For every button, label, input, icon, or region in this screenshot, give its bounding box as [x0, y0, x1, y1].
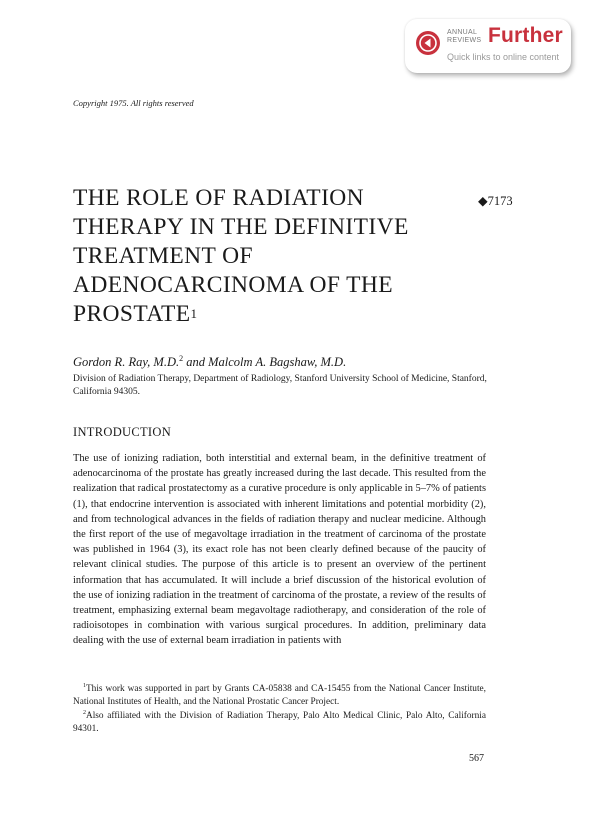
title-footnote-mark: 1	[190, 306, 198, 321]
copyright-notice: Copyright 1975. All rights reserved	[73, 98, 194, 108]
badge-subtitle: Quick links to online content	[447, 52, 560, 62]
affiliation: Division of Radiation Therapy, Department of Radiology, Stanford University School of Medicine, Stanford, California 94305.	[73, 374, 487, 397]
article-code: ◆7173	[478, 194, 513, 208]
publisher-name: ANNUAL REVIEWS	[447, 29, 482, 44]
section-heading: INTRODUCTION	[73, 425, 172, 439]
article-title: THE ROLE OF RADIATION THERAPY IN THE DEFINITIVE TREATMENT OF ADENOCARCINOMA OF THE PROSTATE$^1$	[73, 185, 409, 327]
footnote: $^1$This work was supported in part by Grants CA-05838 and CA-15455 from the National Cancer Institute, National Institutes of Health, and the National Prostatic Cancer Project.	[73, 683, 486, 707]
annual-reviews-further-badge[interactable]	[405, 19, 571, 73]
annual-reviews-logo-icon	[415, 30, 441, 56]
page-number: 567	[469, 753, 484, 764]
further-label: Further	[488, 24, 563, 47]
footnote: $^2$Also affiliated with the Division of Radiation Therapy, Palo Alto Medical Clinic, Palo Alto, California 94301.	[73, 710, 486, 734]
body-paragraph: The use of ionizing radiation, both interstitial and external beam, in the definitive treatment of adenocarcinoma of the prostate has greatly increased during the last decade. This resulted from the realization that radical prostatectomy as a curative procedure is only applicable in 5–7% of patients (1), that endocrine intervention is associated with inherent limitations and potential morbidity (2), and from technological advances in the fields of radiation therapy and nuclear medicine. Although the first report of the use of megavoltage irradiation in the treatment of carcinoma of the prostate was published in 1964 (3), its exact role has not been clearly defined because of the paucity of relevant clinical studies. The purpose of this article is to present an overview of the pertinent information that has accumulated. It will include a brief discussion of the historical evolution of the use of ionizing radiation in the treatment of carcinoma of the prostate, a review of the results of treatment, emphasizing external beam megavoltage radiotherapy, and consideration of the role of radioisotopes in combination with various surgical procedures. In addition, preliminary data dealing with the use of external beam irradiation in patients with	[73, 453, 486, 647]
authors: Gordon R. Ray, M.D.$^2$ and Malcolm A. Bagshaw, M.D.	[73, 354, 347, 370]
